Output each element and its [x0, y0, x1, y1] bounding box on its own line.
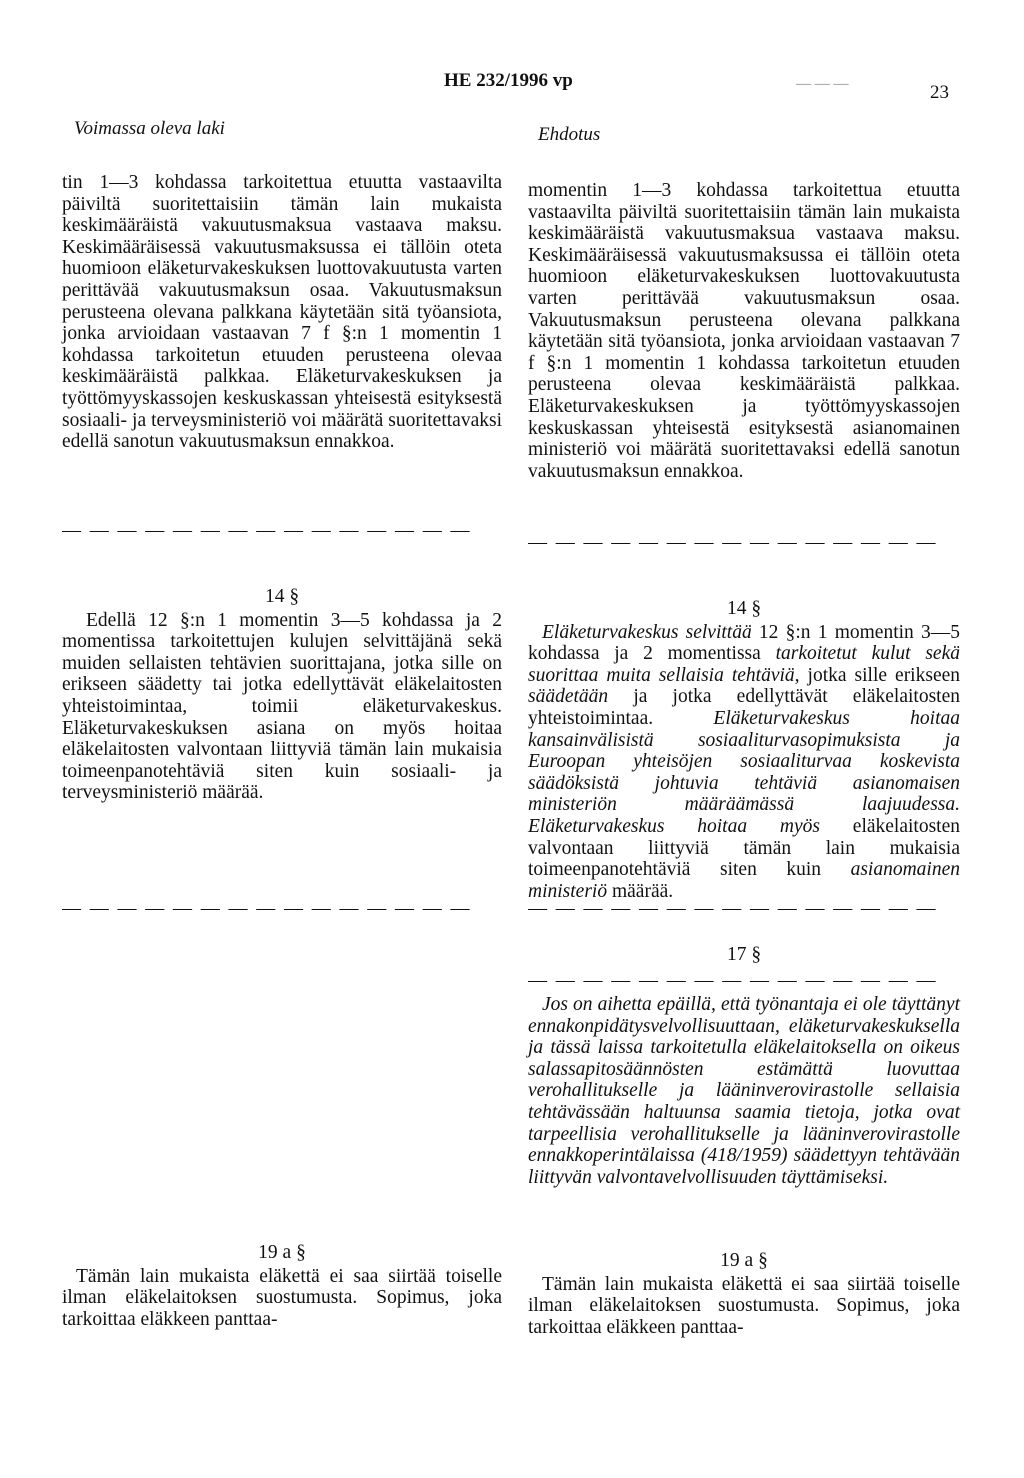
amended-text: asianomainen ministeriö [528, 859, 960, 902]
amended-text: tarkoitetut kulut sekä suorittaa muita sellaisia tehtäviä, [528, 643, 960, 686]
right-section-19a-heading: 19 a § [720, 1250, 768, 1271]
right-separator-2: — — — — — — — — — — — — — — — [528, 898, 938, 919]
header-dashes: — — — [796, 76, 849, 92]
right-section-14-heading: 14 § [726, 598, 762, 619]
right-section-14-text [528, 622, 960, 903]
right-section-19a-text: Tämän lain mukaista eläkettä ei saa siirtää toiselle ilman eläkelaitoksen suostumusta. Sopimus, joka tarkoittaa eläkkeen panttaa- [528, 1273, 960, 1338]
right-section-17 [528, 944, 960, 966]
right-column-title: Ehdotus [538, 124, 601, 145]
unchanged-text: eläkelaitosten valvontaan liittyviä tämän lain mukaisia toimeenpanotehtäviä siten kuin [528, 815, 960, 881]
right-section-17-text: Jos on aihetta epäillä, että työnantaja ei ole täyttänyt ennakonpidätysvelvollisuuttaan, eläketurvakeskuksella ja tässä laissa tarkoitetulla eläkelaitoksella on oikeus salassapitosäännösten estämättä luovuttaa verohallitukselle ja lääninverovirastolle sellaisia tehtävässään haltuunsa saamia tietoja, jotka ovat tarpeellisia verohallitukselle ja lääninverovirastolle ennakkoperintälaissa (418/1959) säädettyyn tehtävään liittyvän valvontavelvollisuuden täyttämiseksi. [528, 994, 960, 1188]
left-column-title: Voimassa oleva laki [74, 118, 225, 139]
amended-text: Eläketurvakeskus selvittää [542, 621, 752, 643]
document-id: HE 232/1996 vp [444, 70, 573, 91]
right-paragraph-1 [528, 180, 960, 482]
right-separator-3: — — — — — — — — — — — — — — — [528, 970, 938, 991]
right-section-17-heading: 17 § [726, 944, 762, 965]
left-block1-text: tin 1—3 kohdassa tarkoitettua etuutta vastaavilta päiviltä suoritettaisiin tämän lain mukaista keskimääräistä vakuutusmaksua vastaava maksu. Keskimääräisessä vakuutusmaksussa ei tällöin oteta huomioon eläketurvakeskuksen luottovakuutusta varten perittävää vakuutusmaksun osaa. Vakuutusmaksun perusteena olevana palkkana käytetään sitä työansiota, jonka arvioidaan vastaavan 7 f §:n 1 momentin 1 kohdassa tarkoitetun etuuden perusteena olevaa keskimääräistä palkkaa. Eläketurvakeskuksen ja työttömyyskassojen keskuskassan yhteisestä esityksestä sosiaali- ja terveysministeriö voi määrätä suoritettavaksi edellä sanotun vakuutusmaksun ennakkoa. [62, 172, 502, 453]
unchanged-text: ja jotka edellyttävät eläkelaitosten yhteistoimintaa. [528, 686, 960, 729]
right-section-19a [528, 1250, 960, 1338]
left-section-14 [62, 586, 502, 804]
left-section-14-text: Edellä 12 §:n 1 momentin 3—5 kohdassa ja 2 momentissa tarkoitettujen kulujen selvittäjänä sekä muiden sellaisten tehtävien suorittajana, jotka sille on erikseen säädetty tai jotka edellyttävät eläkelaitosten yhteistoimintaa, toimii eläketurvakeskus. Eläketurvakeskuksen asiana on myös hoitaa eläkelaitosten valvontaan liittyviä tämän lain mukaisia toimeenpanotehtäviä siten kuin sosiaali- ja terveysministeriö määrää. [62, 609, 502, 804]
left-section-19a-text: Tämän lain mukaista eläkettä ei saa siirtää toiselle ilman eläkelaitoksen suostumusta. Sopimus, joka tarkoittaa eläkkeen panttaa- [62, 1265, 502, 1330]
unchanged-text: määrää. [607, 880, 674, 902]
left-section-14-heading: 14 § [264, 586, 300, 607]
right-separator-1: — — — — — — — — — — — — — — — [528, 532, 938, 553]
right-section-14 [528, 598, 960, 902]
left-paragraph-1 [62, 172, 502, 453]
amended-text: Eläketurvakeskus hoitaa kansainvälisistä sosiaaliturvasopimuksista ja Euroopan yhteisöjen sosiaaliturvaa koskevista säädöksistä johtuvia tehtäviä asianomaisen ministeriön määräämässä laajuudessa. Eläketurvakeskus hoitaa myös [528, 707, 961, 837]
page-number: 23 [930, 82, 949, 103]
right-section-17-body [528, 994, 960, 1188]
left-section-19a-heading: 19 a § [258, 1242, 306, 1263]
unchanged-text: jotka sille erikseen [799, 664, 960, 686]
left-separator-1: — — — — — — — — — — — — — — — [62, 520, 472, 541]
left-separator-2: — — — — — — — — — — — — — — — [62, 898, 472, 919]
amended-text: säädetään [528, 686, 609, 708]
unchanged-text: 12 §:n 1 momentin 3—5 kohdassa ja 2 momentissa [528, 621, 960, 665]
left-section-19a [62, 1242, 502, 1330]
right-block1-text: momentin 1—3 kohdassa tarkoitettua etuutta vastaavilta päiviltä suoritettaisiin tämän lain mukaista keskimääräistä vakuutusmaksua vastaava maksu. Keskimääräisessä vakuutusmaksussa ei tällöin oteta huomioon eläketurvakeskuksen luottovakuutusta varten perittävää vakuutusmaksun osaa. Vakuutusmaksun perusteena olevana palkkana käytetään sitä työansiota, jonka arvioidaan vastaavan 7 f §:n 1 momentin 1 kohdassa tarkoitetun etuuden perusteena olevaa keskimääräistä palkkaa. Eläketurvakeskuksen ja työttömyyskassojen keskuskassan yhteisestä esityksestä asianomainen ministeriö voi määrätä suoritettavaksi edellä sanotun vakuutusmaksun ennakkoa. [528, 180, 960, 482]
